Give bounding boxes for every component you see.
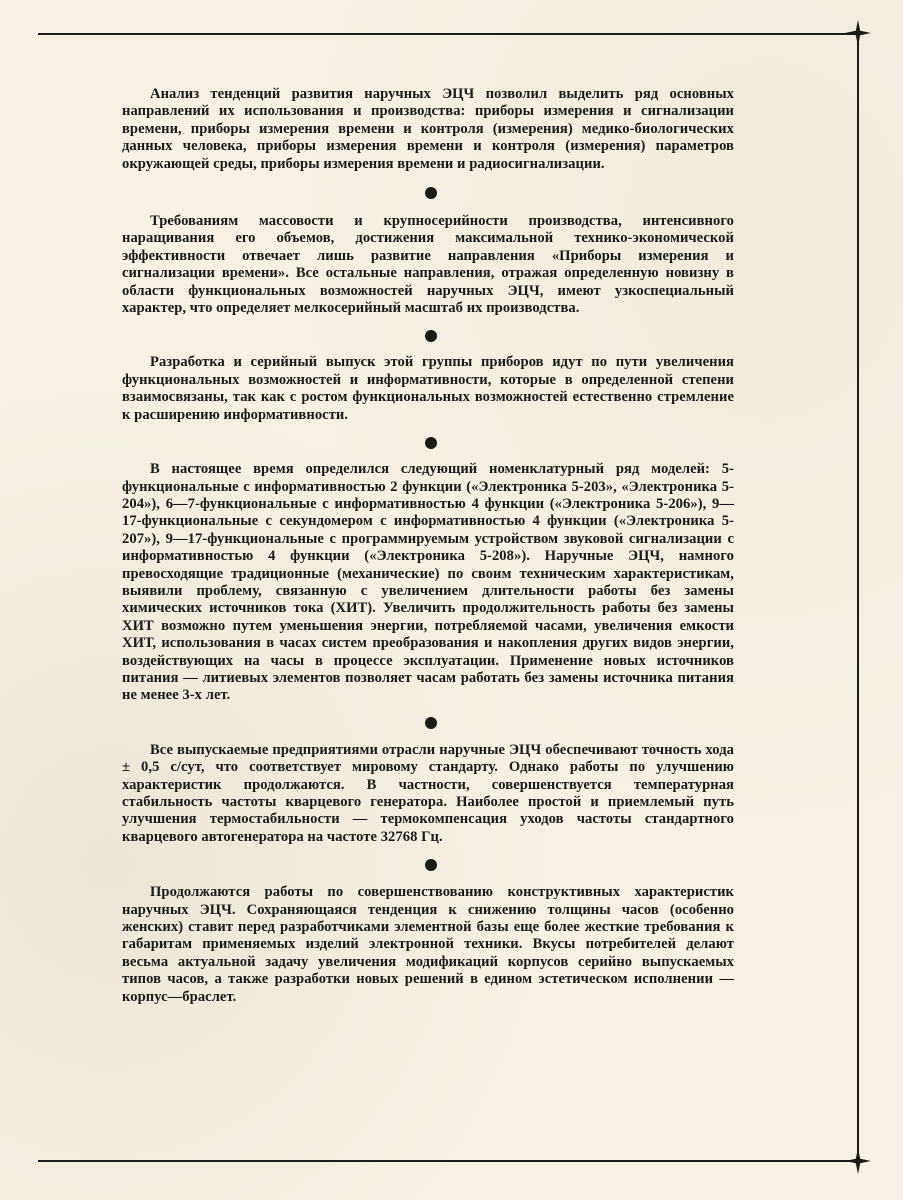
separator xyxy=(122,705,734,742)
paragraph-1: Анализ тенденций развития наручных ЭЦЧ позволил выделить ряд основных направлений их использования и производства: приборы измерения и сигнализации времени, приборы измерения времени и контроля (измерения) медико-биологических данных человека, приборы измерения времени и контроля (измерения) параметров окружающей среды, приборы измерения времени и радиосигнализации. xyxy=(122,86,734,172)
document-body xyxy=(122,86,734,1006)
separator xyxy=(122,846,734,884)
filled-circle-bullet-icon xyxy=(425,859,437,871)
separator xyxy=(122,317,734,354)
paragraph-5: Все выпускаемые предприятиями отрасли наручные ЭЦЧ обеспечивают точность хода ± 0,5 с/сут, что соответствует мировому стандарту. Однако работы по улучшению характеристик продолжаются. В частности, совершенствуется температурная стабильность частоты кварцевого генератора. Наиболее простой и приемлемый путь улучшения термостабильности — термокомпенсация уходов частоты стандартного кварцевого автогенератора на частоте 32768 Гц. xyxy=(122,741,734,845)
right-rule xyxy=(857,33,859,1161)
separator xyxy=(122,424,734,461)
paragraph-3: Разработка и серийный выпуск этой группы приборов идут по пути увеличения функциональных возможностей и информативности, которые в определенной степени взаимосвязаны, так как с ростом функциональных возможностей естественно стремление к расширению информативности. xyxy=(122,354,734,423)
filled-circle-bullet-icon xyxy=(425,330,437,342)
separator xyxy=(122,173,734,213)
top-rule xyxy=(38,33,858,35)
four-point-star-icon xyxy=(845,1148,871,1174)
filled-circle-bullet-icon xyxy=(425,437,437,449)
filled-circle-bullet-icon xyxy=(425,187,437,199)
filled-circle-bullet-icon xyxy=(425,717,437,729)
bottom-rule xyxy=(38,1160,858,1162)
paragraph-2: Требованиям массовости и крупносерийности производства, интенсивного наращивания его объемов, достижения максимальной технико-экономической эффективности отвечает лишь развитие направления «Приборы измерения и сигнализации времени». Все остальные направления, отражая определенную новизну в области функциональных возможностей наручных ЭЦЧ, имеют узкоспециальный характер, что определяет мелкосерийный масштаб их производства. xyxy=(122,213,734,317)
four-point-star-icon xyxy=(845,20,871,46)
paragraph-4: В настоящее время определился следующий номенклатурный ряд моделей: 5-функциональные с информативностью 2 функции («Электроника 5-203», «Электроника 5-204»), 6—7-функциональные с информативностью 4 функции («Электроника 5-206»), 9—17-функциональные с секундомером с информативностью 4 функции («Электроника 5-207»), 9—17-функциональные с программируемым устройством звуковой сигнализации с информативностью 4 функции («Электроника 5-208»). Наручные ЭЦЧ, намного превосходящие традиционные (механические) по своим техническим характеристикам, выявили проблему, связанную с увеличением длительности работы без замены химических источников тока (ХИТ). Увеличить продолжительность работы без замены ХИТ возможно путем уменьшения энергии, потребляемой часами, увеличения емкости ХИТ, использования в часах систем преобразования и накопления других видов энергии, воздействующих на часы в процессе эксплуатации. Применение новых источников питания — литиевых элементов позволяет часам работать без замены источника питания не менее 3-х лет. xyxy=(122,461,734,704)
paragraph-6: Продолжаются работы по совершенствованию конструктивных характеристик наручных ЭЦЧ. Сохраняющаяся тенденция к снижению толщины часов (особенно женских) ставит перед разработчиками элементной базы еще более жесткие требования к габаритам применяемых изделий электронной техники. Вкусы потребителей делают весьма актуальной задачу увеличения модификаций корпусов серийно выпускаемых типов часов, а также разработки новых решений в едином эстетическом исполнении — корпус—браслет. xyxy=(122,884,734,1005)
